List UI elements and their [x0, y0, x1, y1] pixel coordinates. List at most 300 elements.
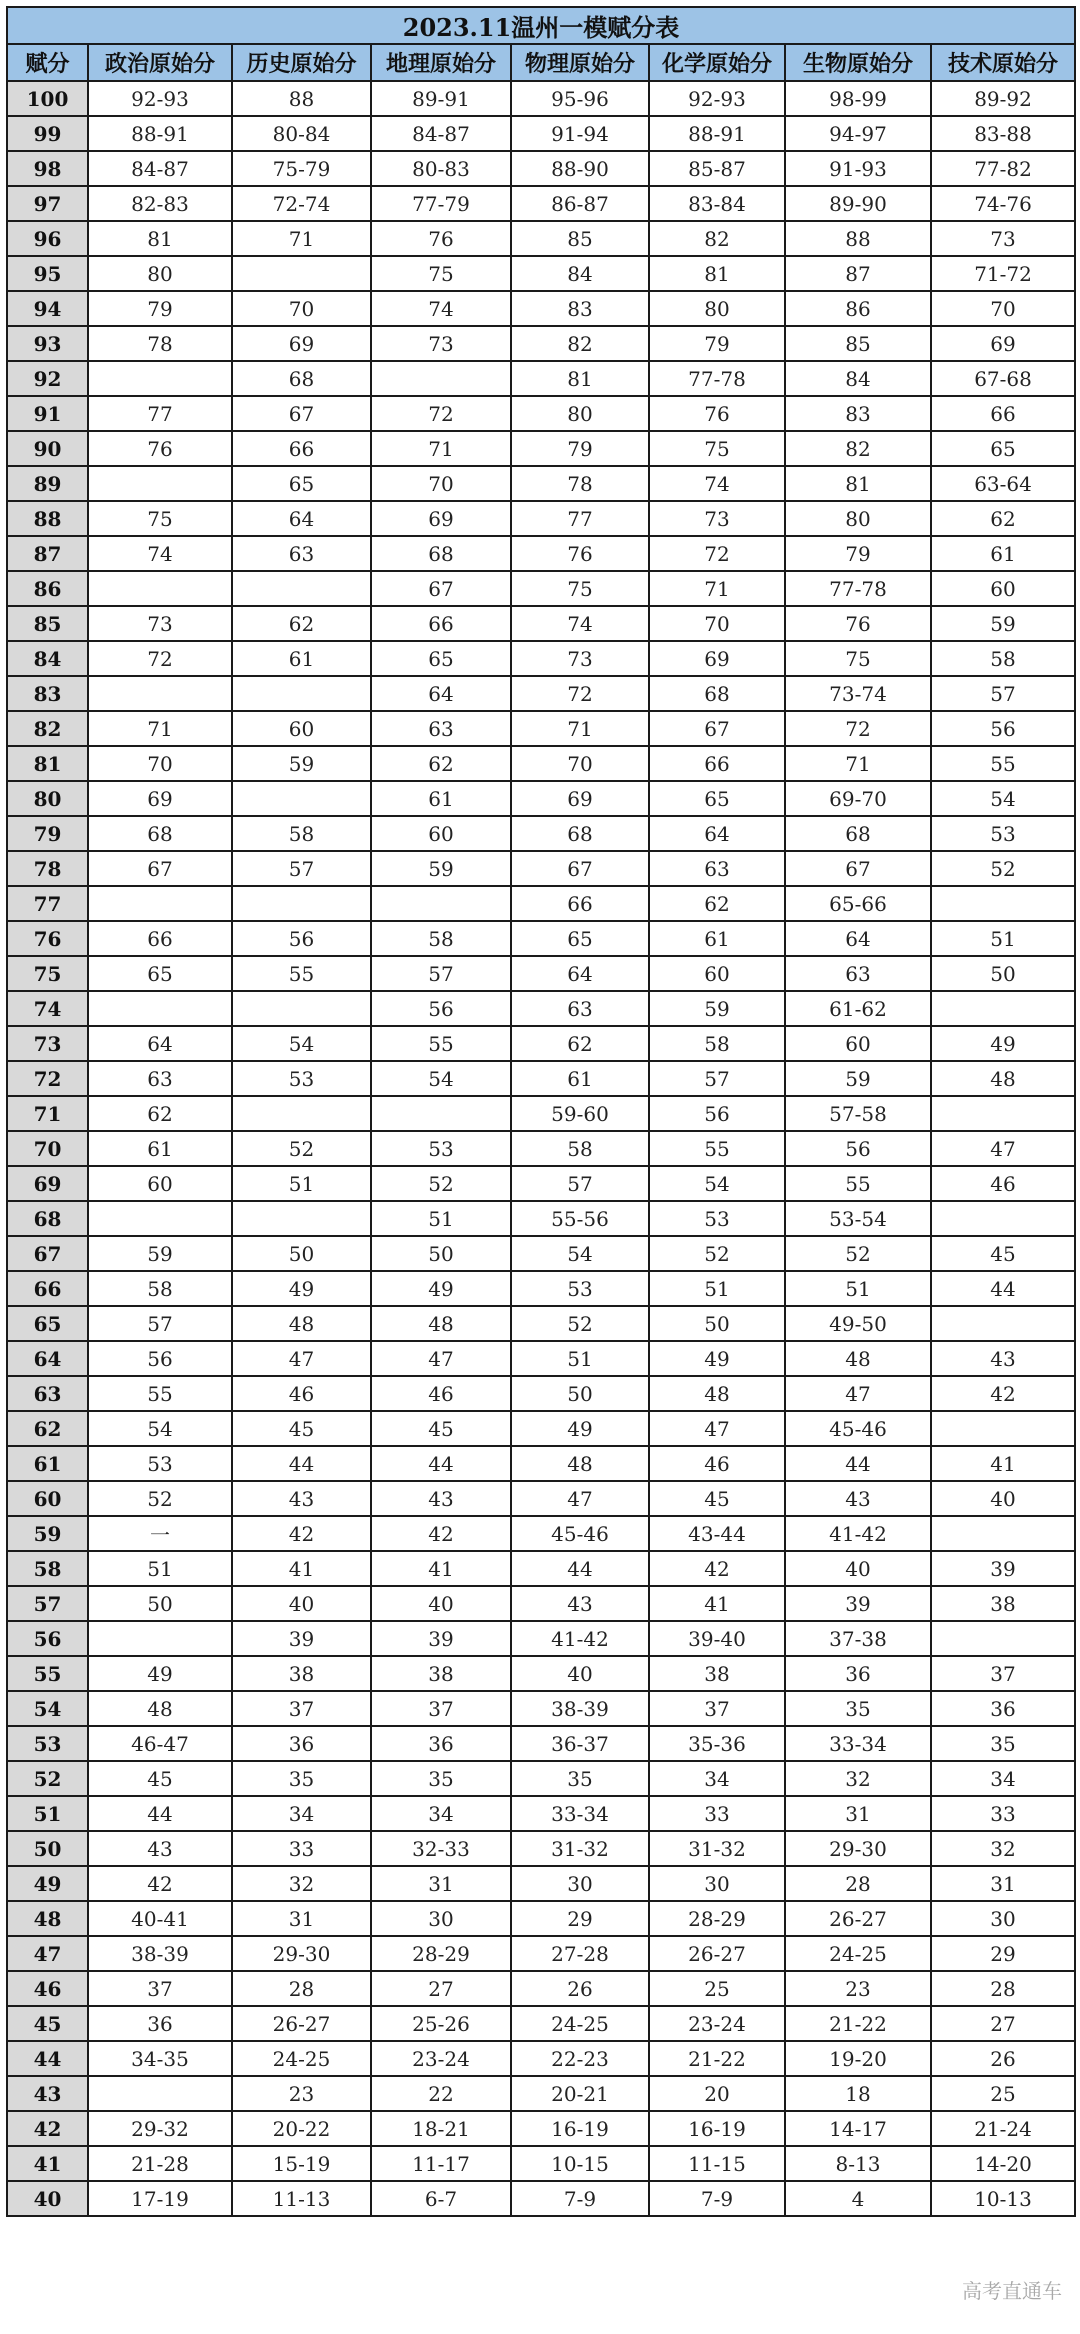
cell-geography: 49 [371, 1271, 511, 1306]
cell-chemistry: 63 [649, 851, 785, 886]
cell-history: 11-13 [232, 2181, 371, 2216]
table-row [7, 1446, 1075, 1481]
cell-history: 39 [232, 1621, 371, 1656]
cell-politics: 38-39 [88, 1936, 232, 1971]
cell-history: 34 [232, 1796, 371, 1831]
table-row [7, 1166, 1075, 1201]
cell-technology: 47 [931, 1131, 1075, 1166]
cell-chemistry: 88-91 [649, 116, 785, 151]
cell-technology: 74-76 [931, 186, 1075, 221]
cell-geography: 89-91 [371, 81, 511, 116]
cell-score: 44 [7, 2041, 88, 2076]
cell-history: 80-84 [232, 116, 371, 151]
table-row [7, 1411, 1075, 1446]
cell-history: 49 [232, 1271, 371, 1306]
table-row [7, 781, 1075, 816]
cell-history: 88 [232, 81, 371, 116]
cell-geography: 34 [371, 1796, 511, 1831]
cell-biology: 89-90 [785, 186, 931, 221]
cell-physics: 71 [511, 711, 649, 746]
cell-score: 65 [7, 1306, 88, 1341]
cell-geography: 52 [371, 1166, 511, 1201]
cell-history: 62 [232, 606, 371, 641]
cell-chemistry: 66 [649, 746, 785, 781]
cell-physics: 57 [511, 1166, 649, 1201]
cell-politics: 59 [88, 1236, 232, 1271]
cell-biology: 41-42 [785, 1516, 931, 1551]
cell-score: 100 [7, 81, 88, 116]
cell-score: 47 [7, 1936, 88, 1971]
cell-physics: 68 [511, 816, 649, 851]
cell-biology: 19-20 [785, 2041, 931, 2076]
cell-score: 83 [7, 676, 88, 711]
cell-politics: 69 [88, 781, 232, 816]
cell-technology: 51 [931, 921, 1075, 956]
cell-physics: 50 [511, 1376, 649, 1411]
cell-politics: 54 [88, 1411, 232, 1446]
cell-biology: 18 [785, 2076, 931, 2111]
cell-biology: 84 [785, 361, 931, 396]
table-row [7, 1516, 1075, 1551]
cell-physics: 62 [511, 1026, 649, 1061]
cell-chemistry: 11-15 [649, 2146, 785, 2181]
cell-biology: 63 [785, 956, 931, 991]
cell-physics: 16-19 [511, 2111, 649, 2146]
cell-politics: 77 [88, 396, 232, 431]
cell-geography: 46 [371, 1376, 511, 1411]
table-row [7, 501, 1075, 536]
cell-politics: 65 [88, 956, 232, 991]
cell-score: 84 [7, 641, 88, 676]
cell-biology: 86 [785, 291, 931, 326]
cell-politics: 74 [88, 536, 232, 571]
cell-biology: 82 [785, 431, 931, 466]
table-row [7, 1236, 1075, 1271]
cell-biology: 45-46 [785, 1411, 931, 1446]
cell-score: 82 [7, 711, 88, 746]
cell-geography: 59 [371, 851, 511, 886]
table-row [7, 396, 1075, 431]
cell-geography: 51 [371, 1201, 511, 1236]
cell-history: 55 [232, 956, 371, 991]
cell-biology: 52 [785, 1236, 931, 1271]
cell-physics: 22-23 [511, 2041, 649, 2076]
table-row [7, 1061, 1075, 1096]
cell-chemistry: 83-84 [649, 186, 785, 221]
cell-technology: 55 [931, 746, 1075, 781]
cell-politics: 49 [88, 1656, 232, 1691]
cell-history: 69 [232, 326, 371, 361]
cell-score: 77 [7, 886, 88, 921]
cell-physics: 38-39 [511, 1691, 649, 1726]
cell-geography: 44 [371, 1446, 511, 1481]
table-row [7, 116, 1075, 151]
cell-chemistry: 45 [649, 1481, 785, 1516]
cell-score: 97 [7, 186, 88, 221]
cell-history [232, 256, 371, 291]
table-row [7, 2076, 1075, 2111]
cell-chemistry: 43-44 [649, 1516, 785, 1551]
cell-technology: 53 [931, 816, 1075, 851]
cell-chemistry: 60 [649, 956, 785, 991]
cell-chemistry: 62 [649, 886, 785, 921]
cell-biology: 39 [785, 1586, 931, 1621]
cell-biology: 59 [785, 1061, 931, 1096]
cell-score: 52 [7, 1761, 88, 1796]
cell-biology: 37-38 [785, 1621, 931, 1656]
cell-politics: 62 [88, 1096, 232, 1131]
cell-physics: 78 [511, 466, 649, 501]
table-row [7, 991, 1075, 1026]
cell-politics: 75 [88, 501, 232, 536]
cell-politics: 70 [88, 746, 232, 781]
cell-technology: 27 [931, 2006, 1075, 2041]
cell-physics: 61 [511, 1061, 649, 1096]
cell-biology: 4 [785, 2181, 931, 2216]
table-row [7, 711, 1075, 746]
cell-technology: 63-64 [931, 466, 1075, 501]
cell-politics: 79 [88, 291, 232, 326]
cell-history: 23 [232, 2076, 371, 2111]
cell-chemistry: 81 [649, 256, 785, 291]
table-row [7, 641, 1075, 676]
cell-physics: 64 [511, 956, 649, 991]
table-row [7, 2006, 1075, 2041]
cell-geography: 68 [371, 536, 511, 571]
table-row [7, 1551, 1075, 1586]
cell-politics: 76 [88, 431, 232, 466]
table-row [7, 816, 1075, 851]
cell-history: 63 [232, 536, 371, 571]
cell-technology: 46 [931, 1166, 1075, 1201]
cell-history: 71 [232, 221, 371, 256]
cell-biology: 28 [785, 1866, 931, 1901]
cell-politics [88, 361, 232, 396]
cell-physics: 73 [511, 641, 649, 676]
cell-chemistry: 65 [649, 781, 785, 816]
table-row [7, 1306, 1075, 1341]
cell-geography: 42 [371, 1516, 511, 1551]
cell-politics: 61 [88, 1131, 232, 1166]
cell-physics: 65 [511, 921, 649, 956]
cell-technology: 83-88 [931, 116, 1075, 151]
cell-geography: 38 [371, 1656, 511, 1691]
header-physics: 物理原始分 [511, 44, 649, 81]
cell-politics: 64 [88, 1026, 232, 1061]
cell-physics: 20-21 [511, 2076, 649, 2111]
cell-politics: 63 [88, 1061, 232, 1096]
cell-biology: 60 [785, 1026, 931, 1061]
cell-chemistry: 75 [649, 431, 785, 466]
cell-technology: 45 [931, 1236, 1075, 1271]
cell-physics: 88-90 [511, 151, 649, 186]
cell-physics: 44 [511, 1551, 649, 1586]
cell-geography: 41 [371, 1551, 511, 1586]
cell-chemistry: 38 [649, 1656, 785, 1691]
cell-history: 56 [232, 921, 371, 956]
cell-chemistry: 85-87 [649, 151, 785, 186]
cell-score: 41 [7, 2146, 88, 2181]
cell-history: 54 [232, 1026, 371, 1061]
table-row [7, 2041, 1075, 2076]
cell-biology: 26-27 [785, 1901, 931, 1936]
cell-biology: 24-25 [785, 1936, 931, 1971]
cell-geography: 43 [371, 1481, 511, 1516]
cell-score: 40 [7, 2181, 88, 2216]
cell-history: 59 [232, 746, 371, 781]
table-row [7, 81, 1075, 116]
cell-technology: 29 [931, 1936, 1075, 1971]
cell-biology: 65-66 [785, 886, 931, 921]
cell-score: 58 [7, 1551, 88, 1586]
cell-chemistry: 28-29 [649, 1901, 785, 1936]
cell-score: 73 [7, 1026, 88, 1061]
cell-technology: 28 [931, 1971, 1075, 2006]
cell-chemistry: 67 [649, 711, 785, 746]
cell-score: 70 [7, 1131, 88, 1166]
table-row [7, 2181, 1075, 2216]
header-biology: 生物原始分 [785, 44, 931, 81]
cell-score: 56 [7, 1621, 88, 1656]
cell-score: 68 [7, 1201, 88, 1236]
cell-biology: 94-97 [785, 116, 931, 151]
cell-technology: 77-82 [931, 151, 1075, 186]
cell-technology [931, 991, 1075, 1026]
cell-geography: 71 [371, 431, 511, 466]
cell-geography: 35 [371, 1761, 511, 1796]
cell-physics: 76 [511, 536, 649, 571]
cell-technology: 67-68 [931, 361, 1075, 396]
cell-chemistry: 73 [649, 501, 785, 536]
cell-politics: 82-83 [88, 186, 232, 221]
cell-politics: 45 [88, 1761, 232, 1796]
cell-score: 90 [7, 431, 88, 466]
cell-physics: 75 [511, 571, 649, 606]
cell-score: 63 [7, 1376, 88, 1411]
table-row [7, 1831, 1075, 1866]
cell-score: 50 [7, 1831, 88, 1866]
cell-history: 24-25 [232, 2041, 371, 2076]
cell-technology: 70 [931, 291, 1075, 326]
cell-history: 36 [232, 1726, 371, 1761]
cell-physics: 7-9 [511, 2181, 649, 2216]
cell-physics: 81 [511, 361, 649, 396]
cell-politics: 68 [88, 816, 232, 851]
table-row [7, 1376, 1075, 1411]
cell-physics: 51 [511, 1341, 649, 1376]
cell-history: 50 [232, 1236, 371, 1271]
cell-score: 98 [7, 151, 88, 186]
cell-physics: 91-94 [511, 116, 649, 151]
cell-technology [931, 1306, 1075, 1341]
cell-technology: 36 [931, 1691, 1075, 1726]
header-technology: 技术原始分 [931, 44, 1075, 81]
cell-geography: 22 [371, 2076, 511, 2111]
cell-score: 75 [7, 956, 88, 991]
cell-chemistry: 61 [649, 921, 785, 956]
cell-geography [371, 886, 511, 921]
cell-physics: 82 [511, 326, 649, 361]
table-row [7, 1726, 1075, 1761]
cell-technology: 61 [931, 536, 1075, 571]
score-conversion-table-container [6, 6, 1074, 2324]
cell-score: 59 [7, 1516, 88, 1551]
watermark-text: 高考直通车 [962, 2279, 1062, 2303]
cell-politics [88, 991, 232, 1026]
cell-history: 52 [232, 1131, 371, 1166]
table-title: 2023.11温州一模赋分表 [7, 7, 1075, 44]
cell-physics: 26 [511, 1971, 649, 2006]
cell-score: 54 [7, 1691, 88, 1726]
cell-score: 80 [7, 781, 88, 816]
cell-biology: 71 [785, 746, 931, 781]
cell-technology: 38 [931, 1586, 1075, 1621]
cell-physics: 49 [511, 1411, 649, 1446]
cell-geography: 48 [371, 1306, 511, 1341]
cell-technology: 52 [931, 851, 1075, 886]
cell-physics: 72 [511, 676, 649, 711]
cell-politics: 51 [88, 1551, 232, 1586]
cell-biology: 83 [785, 396, 931, 431]
header-history: 历史原始分 [232, 44, 371, 81]
cell-history: 46 [232, 1376, 371, 1411]
cell-chemistry: 21-22 [649, 2041, 785, 2076]
cell-politics: 67 [88, 851, 232, 886]
cell-geography: 63 [371, 711, 511, 746]
cell-chemistry: 25 [649, 1971, 785, 2006]
cell-biology: 87 [785, 256, 931, 291]
table-row [7, 571, 1075, 606]
cell-score: 76 [7, 921, 88, 956]
cell-history [232, 886, 371, 921]
cell-score: 66 [7, 1271, 88, 1306]
cell-technology: 40 [931, 1481, 1075, 1516]
cell-history: 75-79 [232, 151, 371, 186]
cell-politics [88, 1621, 232, 1656]
table-row [7, 1341, 1075, 1376]
cell-biology: 57-58 [785, 1096, 931, 1131]
cell-physics: 54 [511, 1236, 649, 1271]
cell-biology: 76 [785, 606, 931, 641]
cell-technology: 73 [931, 221, 1075, 256]
cell-technology [931, 1201, 1075, 1236]
cell-score: 57 [7, 1586, 88, 1621]
cell-technology [931, 886, 1075, 921]
cell-chemistry: 20 [649, 2076, 785, 2111]
cell-politics: 88-91 [88, 116, 232, 151]
cell-score: 72 [7, 1061, 88, 1096]
table-row [7, 326, 1075, 361]
cell-technology: 32 [931, 1831, 1075, 1866]
table-row [7, 466, 1075, 501]
cell-chemistry: 52 [649, 1236, 785, 1271]
cell-politics: 55 [88, 1376, 232, 1411]
cell-history: 43 [232, 1481, 371, 1516]
cell-geography: 53 [371, 1131, 511, 1166]
cell-physics: 45-46 [511, 1516, 649, 1551]
cell-history: 60 [232, 711, 371, 746]
cell-physics: 67 [511, 851, 649, 886]
cell-technology: 26 [931, 2041, 1075, 2076]
cell-geography: 64 [371, 676, 511, 711]
cell-score: 96 [7, 221, 88, 256]
cell-history: 31 [232, 1901, 371, 1936]
cell-score: 94 [7, 291, 88, 326]
cell-chemistry: 33 [649, 1796, 785, 1831]
cell-geography: 54 [371, 1061, 511, 1096]
cell-physics: 30 [511, 1866, 649, 1901]
cell-technology: 56 [931, 711, 1075, 746]
table-row [7, 221, 1075, 256]
cell-geography: 47 [371, 1341, 511, 1376]
cell-physics: 29 [511, 1901, 649, 1936]
cell-politics [88, 2076, 232, 2111]
cell-technology: 58 [931, 641, 1075, 676]
table-row [7, 1271, 1075, 1306]
cell-physics: 74 [511, 606, 649, 641]
cell-score: 88 [7, 501, 88, 536]
cell-score: 51 [7, 1796, 88, 1831]
cell-chemistry: 77-78 [649, 361, 785, 396]
cell-politics: 84-87 [88, 151, 232, 186]
cell-history: 58 [232, 816, 371, 851]
cell-biology: 64 [785, 921, 931, 956]
cell-technology: 43 [931, 1341, 1075, 1376]
cell-biology: 79 [785, 536, 931, 571]
cell-physics: 63 [511, 991, 649, 1026]
cell-score: 67 [7, 1236, 88, 1271]
cell-technology: 57 [931, 676, 1075, 711]
cell-biology: 33-34 [785, 1726, 931, 1761]
cell-history [232, 991, 371, 1026]
cell-geography [371, 361, 511, 396]
cell-physics: 33-34 [511, 1796, 649, 1831]
cell-technology [931, 1621, 1075, 1656]
cell-politics: 57 [88, 1306, 232, 1341]
cell-chemistry: 69 [649, 641, 785, 676]
cell-geography: 30 [371, 1901, 511, 1936]
cell-score: 87 [7, 536, 88, 571]
cell-geography: 74 [371, 291, 511, 326]
cell-biology: 72 [785, 711, 931, 746]
cell-biology: 68 [785, 816, 931, 851]
cell-biology: 29-30 [785, 1831, 931, 1866]
cell-history: 70 [232, 291, 371, 326]
cell-geography: 70 [371, 466, 511, 501]
cell-chemistry: 59 [649, 991, 785, 1026]
cell-geography: 80-83 [371, 151, 511, 186]
cell-physics: 86-87 [511, 186, 649, 221]
table-row [7, 291, 1075, 326]
cell-score: 86 [7, 571, 88, 606]
cell-physics: 70 [511, 746, 649, 781]
cell-chemistry: 31-32 [649, 1831, 785, 1866]
cell-history: 20-22 [232, 2111, 371, 2146]
cell-geography: 57 [371, 956, 511, 991]
cell-politics: 40-41 [88, 1901, 232, 1936]
cell-physics: 27-28 [511, 1936, 649, 1971]
cell-chemistry: 80 [649, 291, 785, 326]
cell-score: 64 [7, 1341, 88, 1376]
cell-geography: 55 [371, 1026, 511, 1061]
cell-chemistry: 48 [649, 1376, 785, 1411]
cell-score: 69 [7, 1166, 88, 1201]
cell-geography: 37 [371, 1691, 511, 1726]
cell-physics: 48 [511, 1446, 649, 1481]
cell-chemistry: 79 [649, 326, 785, 361]
cell-biology: 73-74 [785, 676, 931, 711]
table-row [7, 536, 1075, 571]
